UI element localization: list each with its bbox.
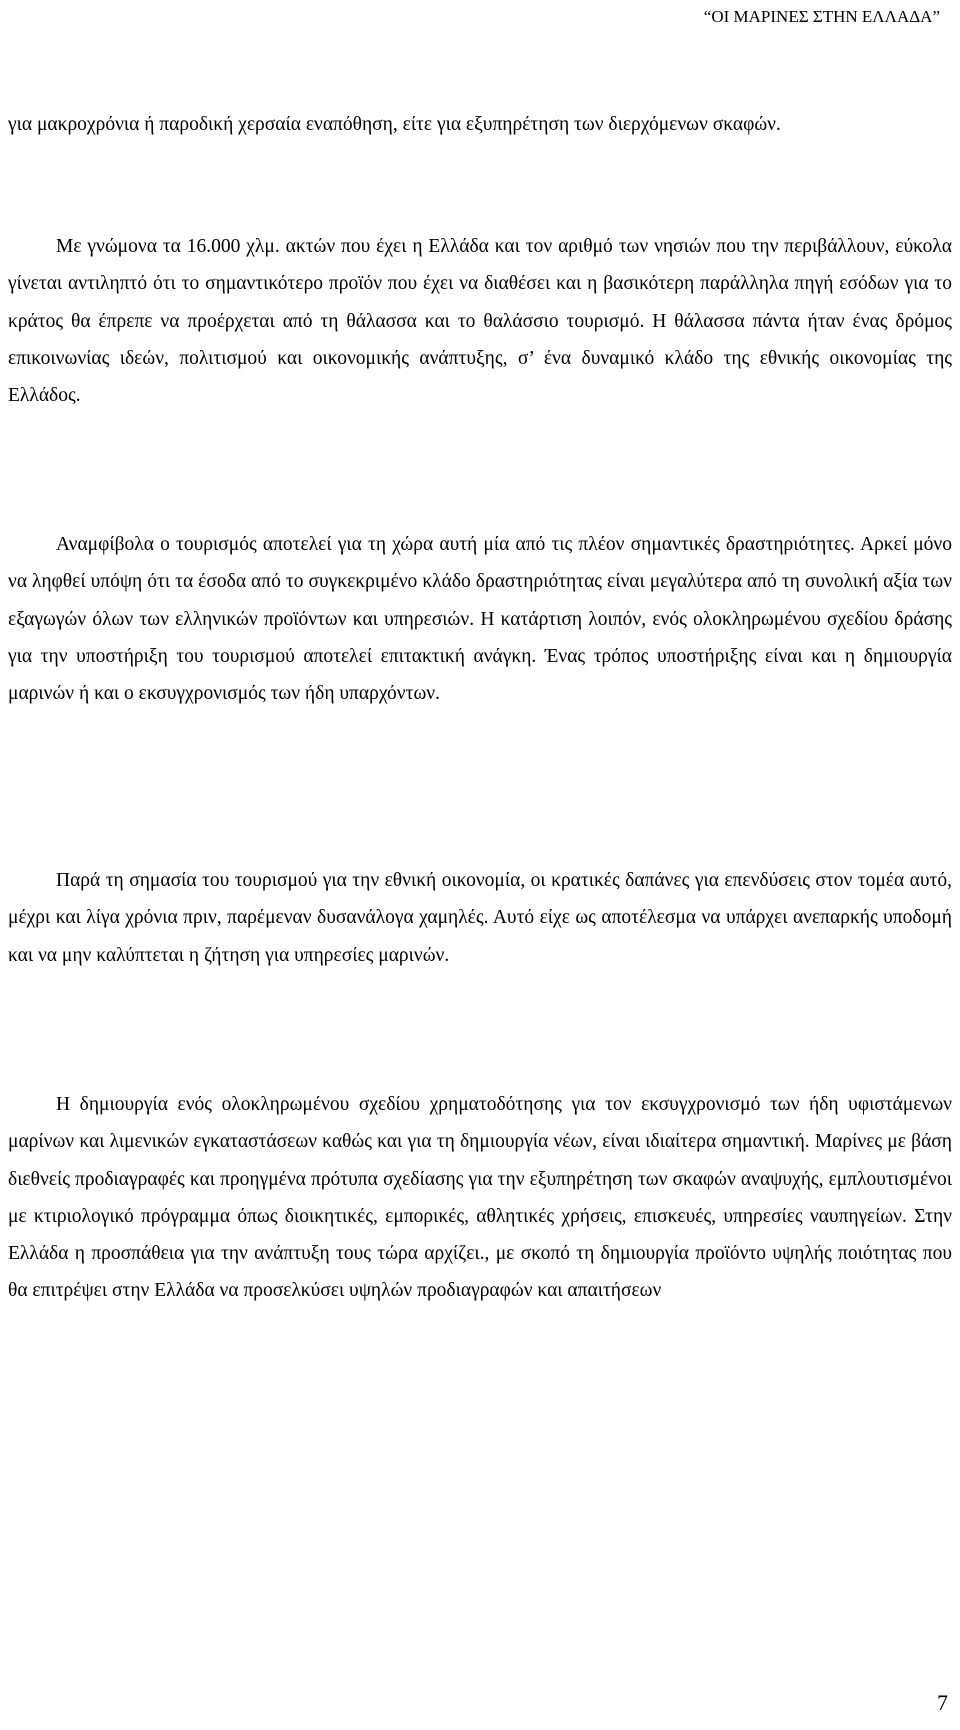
page-number: 7 (937, 1690, 948, 1715)
paragraph-financing-plan: Η δημιουργία ενός ολοκληρωμένου σχεδίου χρηματοδότησης για τον εκσυγχρονισμό των ήδη υφιστάμενων μαρίνων και λιμενικών εγκαταστάσεων καθώς και για τη δημιουργία νέων, είναι ιδιαίτερα σημαντική. Μαρίνες με βάση διεθνείς προδιαγραφές και προηγμένα πρότυπα σχεδίασης για την εξυπηρέτηση των σκαφών αναψυχής, εμπλουτισμένοι με κτιριολογικό πρόγραμμα όπως διοικητικές, εμπορικές, αθλητικές χρήσεις, επισκευές, υπηρεσίες ναυπηγείων. Στην Ελλάδα η προσπάθεια για την ανάπτυξη τους τώρα αρχίζει., με σκοπό τη δημιουργία προϊόντο υψηλής ποιότητας που θα επιτρέψει στην Ελλάδα να προσελκύσει υψηλών προδιαγραφών και απαιτήσεων (8, 1094, 952, 1302)
paragraph-coastline: Με γνώμονα τα 16.000 χλμ. ακτών που έχει η Ελλάδα και τον αριθμό των νησιών που την περιβάλλουν, εύκολα γίνεται αντιληπτό ότι το σημαντικότερο προϊόν που έχει να διαθέσει και η βασικότερη παράλληλα πηγή εσόδων για το κράτος θα έπρεπε να προέρχεται από τη θάλασσα και το θαλάσσιο τουρισμό. Η θάλασσα πάντα ήταν ένας δρόμος επικοινωνίας ιδεών, πολιτισμού και οικονομικής ανάπτυξης, σ’ ένα δυναμικό κλάδο της εθνικής οικονομίας της Ελλάδος. (8, 236, 952, 407)
running-header-title: “ΟΙ ΜΑΡΙΝΕΣ ΣΤΗΝ ΕΛΛΑΔΑ” (703, 7, 940, 26)
paragraph-continuation: για μακροχρόνια ή παροδική χερσαία εναπόθηση, είτε για εξυπηρέτηση των διερχόμενων σκαφών. (8, 114, 781, 135)
paragraph-tourism-importance: Αναμφίβολα ο τουρισμός αποτελεί για τη χώρα αυτή μία από τις πλέον σημαντικές δραστηριότητες. Αρκεί μόνο να ληφθεί υπόψη ότι τα έσοδα από το συγκεκριμένο κλάδο δραστηριότητας είναι μεγαλύτερα από τη συνολική αξία των εξαγωγών όλων των ελληνικών προϊόντων και υπηρεσιών. Η κατάρτιση λοιπόν, ενός ολοκληρωμένου σχεδίου δράσης για την υποστήριξη του τουρισμού αποτελεί επιτακτική ανάγκη. Ένας τρόπος υποστήριξης είναι και η δημιουργία μαρινών ή και ο εκσυγχρονισμός των ήδη υπαρχόντων. (8, 534, 952, 705)
paragraph-state-spending: Παρά τη σημασία του τουρισμού για την εθνική οικονομία, οι κρατικές δαπάνες για επενδύσεις στον τομέα αυτό, μέχρι και λίγα χρόνια πριν, παρέμεναν δυσανάλογα χαμηλές. Αυτό είχε ως αποτέλεσμα να υπάρχει ανεπαρκής υποδομή και να μην καλύπτεται η ζήτηση για υπηρεσίες μαρινών. (8, 870, 952, 966)
